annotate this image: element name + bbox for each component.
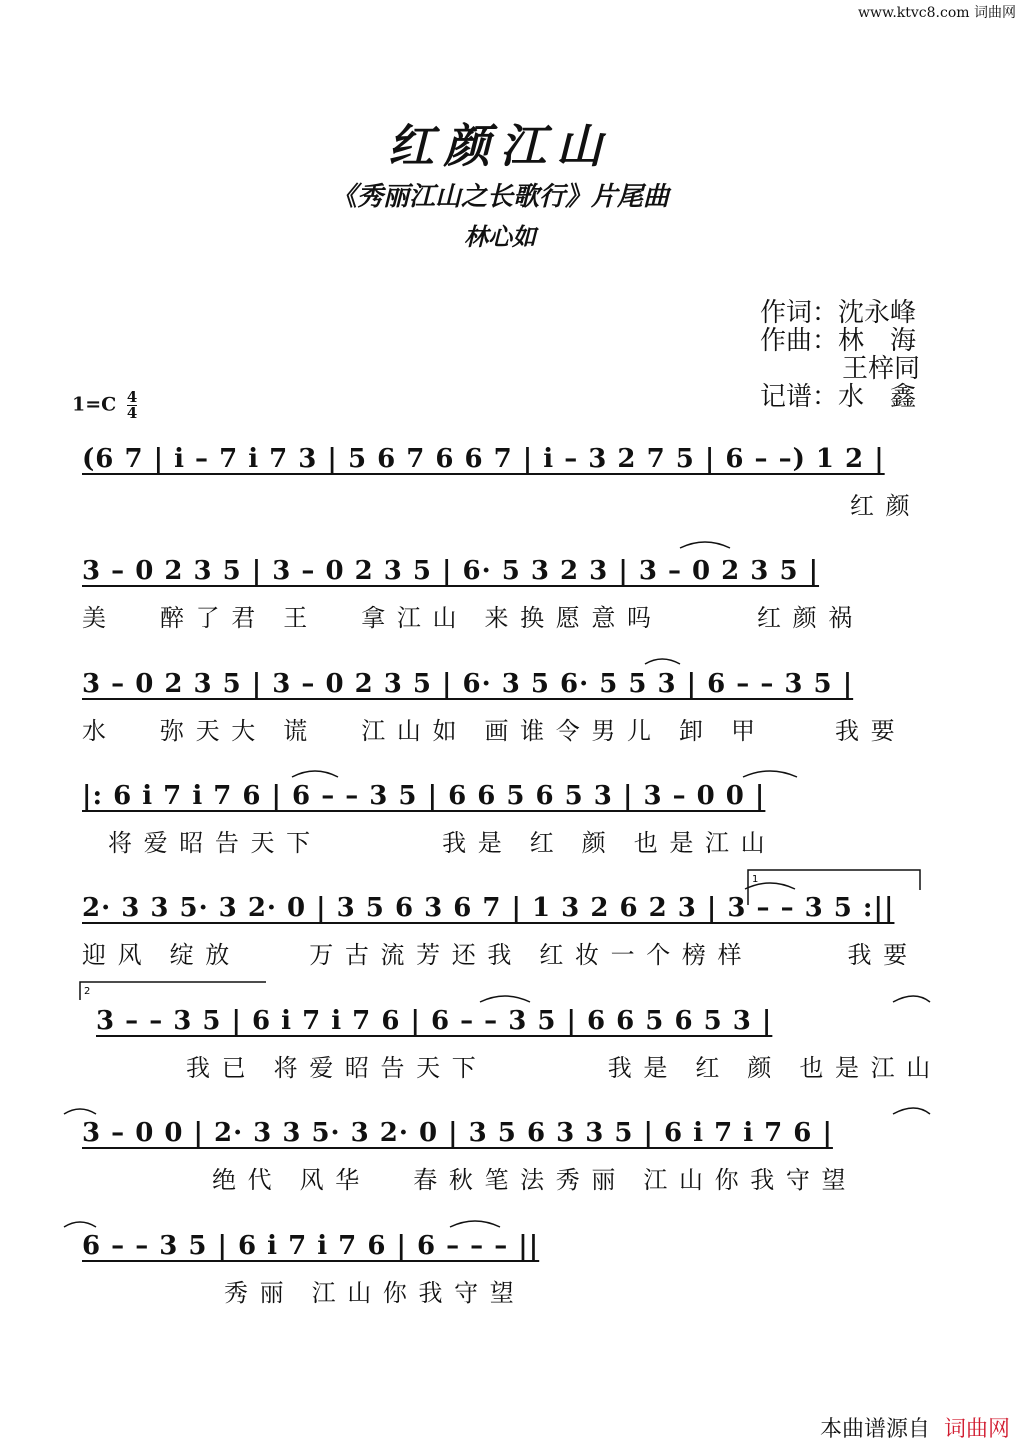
composer-credit: 作曲：林 海 (760, 326, 917, 356)
lyric-row-8: 秀 丽 江 山 你 我 守 望 (172, 1279, 516, 1307)
source-note (820, 1412, 1010, 1443)
notation-row-6: 3 – – 3 5 | 6 i 7 i 7 6 | 6 – – 3 5 | 6 6 5 6 5 3 | (96, 1006, 773, 1036)
first-ending-bracket (748, 870, 920, 905)
time-denominator: 4 (126, 404, 138, 422)
lyric-row-7: 绝 代 风 华 春 秋 笔 法 秀 丽 江 山 你 我 守 望 (82, 1166, 848, 1194)
tie-arc (64, 1222, 96, 1227)
tie-arc (893, 1108, 930, 1114)
tie-arc (645, 659, 680, 664)
tie-arc (680, 542, 730, 548)
source-brand: 词曲网 (943, 1417, 1010, 1442)
lyricist-credit: 作词：沈永峰 (760, 298, 917, 328)
lyric-row-3: 水 弥 天 大 谎 江 山 如 画 谁 令 男 儿 卸 甲 我 要 (82, 717, 897, 745)
composer-credit-2: 王梓同 (842, 354, 921, 384)
lyric-row-4: 将 爱 昭 告 天 下 我 是 红 颜 也 是 江 山 (82, 829, 767, 857)
tie-arc (480, 996, 530, 1002)
lyric-row-5: 迎 风 绽 放 万 古 流 芳 还 我 红 妆 一 个 榜 样 我 要 (82, 941, 910, 969)
song-title: 红颜江山 (388, 119, 612, 173)
lyric-row-1: 红 颜 (850, 492, 912, 520)
site-watermark: www.ktvc8.com 词曲网 (858, 5, 1016, 21)
notation-row-8: 6 – – 3 5 | 6 i 7 i 7 6 | 6 – – – || (82, 1231, 540, 1261)
notation-row-3: 3 – 0 2 3 5 | 3 – 0 2 3 5 | 6· 3 5 6· 5 5 3 | 6 – – 3 5 | (82, 669, 854, 699)
notation-row-1: (6 7 | i – 7 i 7 3 | 5 6 7 6 6 7 | i – 3 2 7 5 | 6 – –) 1 2 | (82, 444, 885, 474)
first-ending-number: 1 (752, 874, 759, 885)
second-ending-bracket (80, 982, 266, 1000)
tie-arc (743, 771, 797, 777)
notation-row-7: 3 – 0 0 | 2· 3 3 5· 3 2· 0 | 3 5 6 3 3 5 | 6 i 7 i 7 6 | (82, 1118, 833, 1148)
lyric-row-6: 我 已 将 爱 昭 告 天 下 我 是 红 颜 也 是 江 山 (82, 1054, 933, 1082)
tie-arc (450, 1221, 500, 1227)
tie-arc (292, 771, 338, 777)
time-numerator: 4 (126, 388, 138, 406)
source-text: 本曲谱源自 (819, 1417, 930, 1442)
notation-row-2: 3 – 0 2 3 5 | 3 – 0 2 3 5 | 6· 5 3 2 3 | 3 – 0 2 3 5 | (82, 556, 820, 586)
tie-arc (893, 996, 930, 1002)
song-subtitle: 《秀丽江山之长歌行》片尾曲 (330, 182, 669, 212)
notation-row-5: 2· 3 3 5· 3 2· 0 | 3 5 6 3 6 7 | 1 3 2 6 2 3 | 3 – – 3 5 :|| (82, 893, 895, 923)
tie-arc (64, 1109, 96, 1114)
second-ending-number: 2 (84, 986, 91, 997)
key-label: 1=C (72, 393, 117, 416)
transcriber-credit: 记谱：水 鑫 (760, 382, 917, 412)
notation-row-4: |: 6 i 7 i 7 6 | 6 – – 3 5 | 6 6 5 6 5 3 | 3 – 0 0 | (82, 781, 766, 811)
singer-name: 林心如 (464, 222, 536, 251)
lyric-row-2: 美 醉 了 君 王 拿 江 山 来 换 愿 意 吗 红 颜 祸 (82, 604, 855, 632)
